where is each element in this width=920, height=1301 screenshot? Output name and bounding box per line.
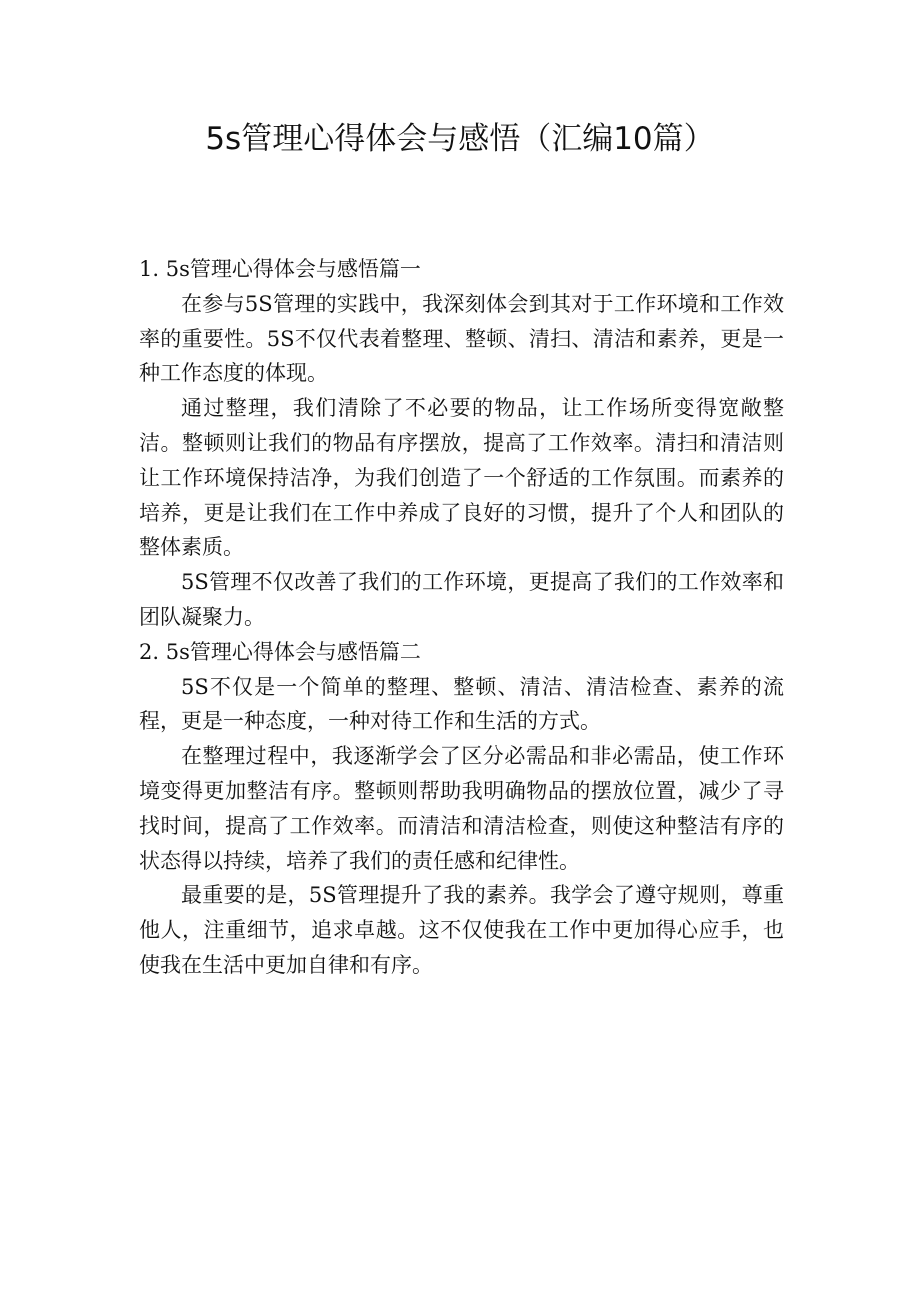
section-2 (139, 635, 784, 983)
paragraph: 最重要的是，5S管理提升了我的素养。我学会了遵守规则，尊重他人，注重细节，追求卓越。这不仅使我在工作中更加得心应手，也使我在生活中更加自律和有序。 (139, 883, 784, 977)
paragraph: 通过整理，我们清除了不必要的物品，让工作场所变得宽敞整洁。整顿则让我们的物品有序摆放，提高了工作效率。清扫和清洁则让工作环境保持洁净，为我们创造了一个舒适的工作氛围。而素养的培养，更是让我们在工作中养成了良好的习惯，提升了个人和团队的整体素质。 (139, 396, 784, 560)
paragraph: 在整理过程中，我逐渐学会了区分必需品和非必需品，使工作环境变得更加整洁有序。整顿则帮助我明确物品的摆放位置，减少了寻找时间，提高了工作效率。而清洁和清洁检查，则使这种整洁有序的状态得以持续，培养了我们的责任感和纪律性。 (139, 744, 784, 873)
paragraph: 在参与5S管理的实践中，我深刻体会到其对于工作环境和工作效率的重要性。5S不仅代表着整理、整顿、清扫、清洁和素养，更是一种工作态度的体现。 (139, 291, 784, 386)
document-title: 5s管理心得体会与感悟（汇编10篇） (205, 121, 715, 157)
document-body (139, 252, 784, 983)
section-heading: 2. 5s管理心得体会与感悟篇二 (139, 639, 421, 664)
paragraph: 5S不仅是一个简单的整理、整顿、清洁、清洁检查、素养的流程，更是一种态度，一种对待工作和生活的方式。 (139, 674, 784, 734)
section-heading: 1. 5s管理心得体会与感悟篇一 (139, 257, 421, 281)
section-1 (139, 252, 784, 635)
paragraph: 5S管理不仅改善了我们的工作环境，更提高了我们的工作效率和团队凝聚力。 (139, 570, 784, 629)
